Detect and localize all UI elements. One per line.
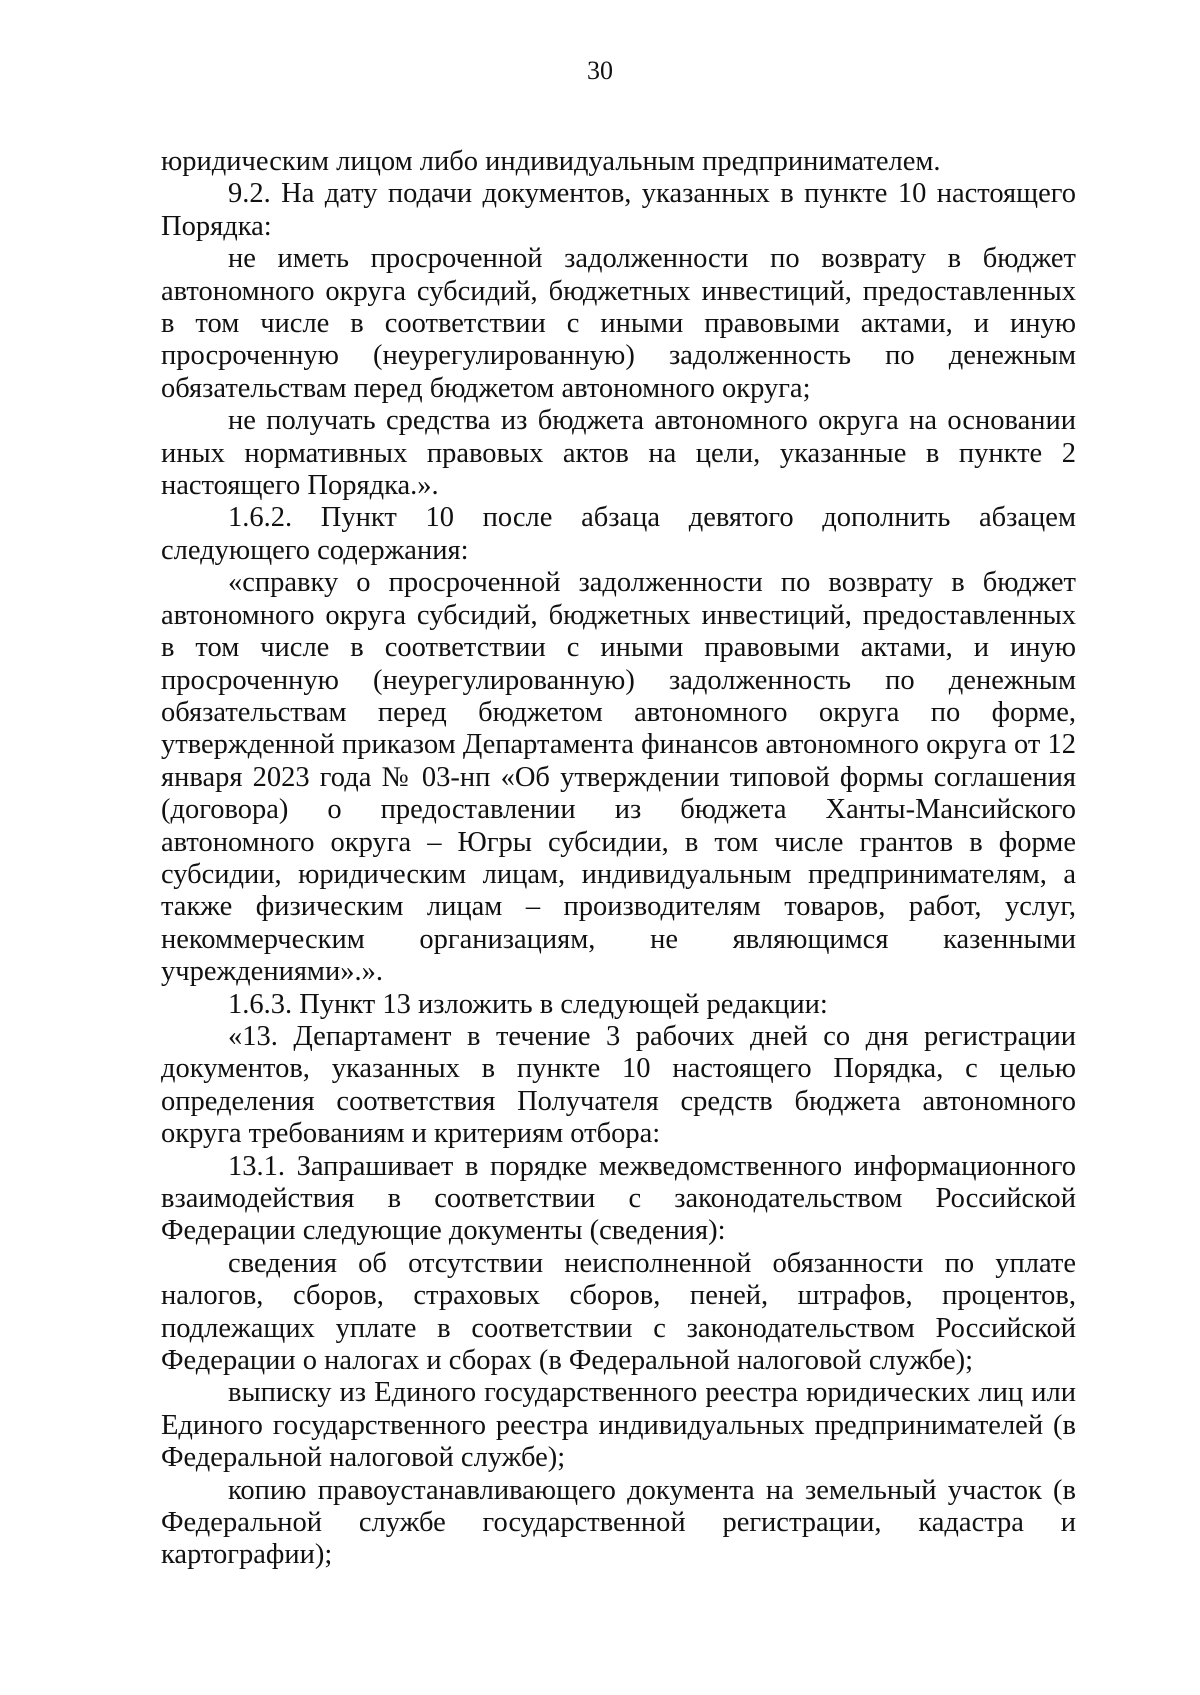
paragraph-item-9-2: 9.2. На дату подачи документов, указанных в пункте 10 настоящего Порядка:	[161, 178, 1076, 242]
paragraph-continuation: юридическим лицом либо индивидуальным предпринимателем.	[161, 146, 941, 177]
paragraph-item-13: «13. Департамент в течение 3 рабочих дней со дня регистрации документов, указанных в пункте 10 настоящего Порядка, с целью определения соответствия Получателя средств бюджета автономного округа требованиям и критериям отбора:	[161, 1020, 1076, 1150]
paragraph-land-document: копию правоустанавливающего документа на земельный участок (в Федеральной службе государственной регистрации, кадастра и картографии);	[161, 1474, 1076, 1571]
paragraph-registry-extract: выписку из Единого государственного реестра юридических лиц или Единого государственного реестра индивидуальных предпринимателей (в Федеральной налоговой службе);	[161, 1377, 1076, 1474]
paragraph-certificate-quote: «справку о просроченной задолженности по возврату в бюджет автономного округа субсидий, бюджетных инвестиций, предоставленных в том числе в соответствии с иными правовыми актами, и иную просроченную (неурегулированную) задолженность по денежным обязательствам перед бюджетом автономного округа по форме, утвержденной приказом Департамента финансов автономного округа от 12 января 2023 года № 03-нп «Об утверждении типовой формы соглашения (договора) о предоставлении из бюджета Ханты-Мансийского автономного округа – Югры субсидии, в том числе грантов в форме субсидии, юридическим лицам, индивидуальным предпринимателям, а также физическим лицам – производителям товаров, работ, услуг, некоммерческим организациям, не являющимся казенными учреждениями».».	[161, 567, 1076, 988]
paragraph-item-13-1: 13.1. Запрашивает в порядке межведомственного информационного взаимодействия в соответствии с законодательством Российской Федерации следующие документы (сведения):	[161, 1150, 1076, 1247]
paragraph-item-1-6-3: 1.6.3. Пункт 13 изложить в следующей редакции:	[228, 988, 828, 1020]
paragraph-no-overdue-debt: не иметь просроченной задолженности по возврату в бюджет автономного округа субсидий, бюджетных инвестиций, предоставленных в том числе в соответствии с иными правовыми актами, и иную просроченную (неурегулированную) задолженность по денежным обязательствам перед бюджетом автономного округа;	[161, 243, 1076, 404]
paragraph-tax-info: сведения об отсутствии неисполненной обязанности по уплате налогов, сборов, страховых сборов, пеней, штрафов, процентов, подлежащих уплате в соответствии с законодательством Российской Федерации о налогах и сборах (в Федеральной налоговой службе);	[161, 1247, 1076, 1377]
paragraph-item-1-6-2: 1.6.2. Пункт 10 после абзаца девятого дополнить абзацем следующего содержания:	[161, 502, 1076, 566]
paragraph-no-other-funds: не получать средства из бюджета автономного округа на основании иных нормативных правовых актов на цели, указанные в пункте 2 настоящего Порядка.».	[161, 405, 1076, 502]
page-number: 30	[587, 56, 613, 85]
document-body	[161, 146, 1076, 1572]
